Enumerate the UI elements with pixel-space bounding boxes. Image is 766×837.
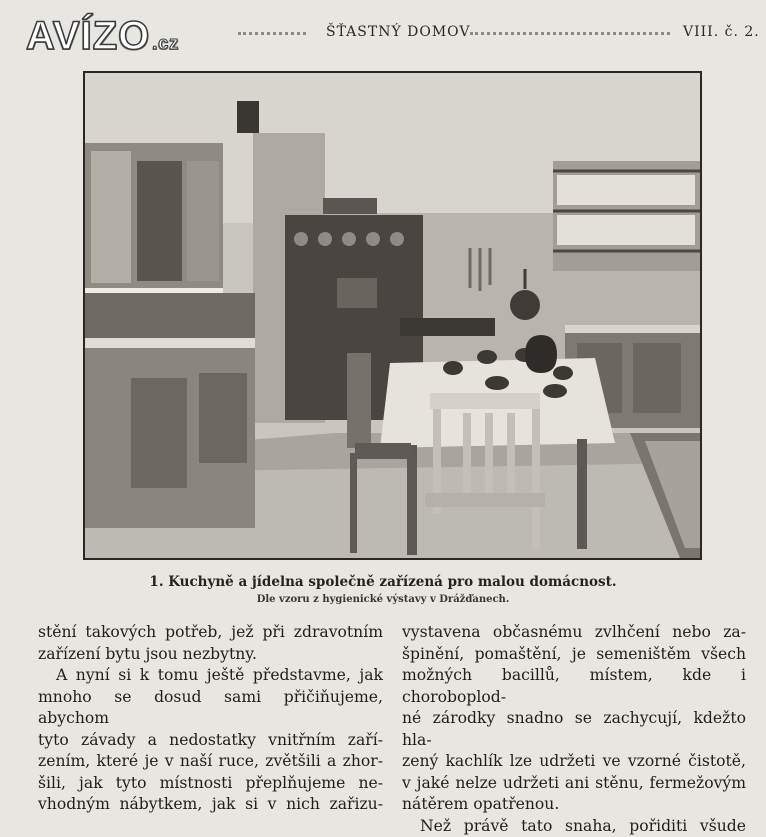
text-line: zením, které je v naší ruce, zvětšili a zhor- <box>38 751 383 773</box>
text-line: v jaké nelze udržeti ani stěnu, fermežovým <box>402 773 746 795</box>
text-line: né zárodky snadno se zachycují, kdežto hla- <box>402 708 746 751</box>
journal-title: ŠŤASTNÝ DOMOV <box>326 24 471 40</box>
text-line: zařízení bytu jsou nezbytny. <box>38 644 383 666</box>
text-column-right <box>402 622 746 837</box>
kitchen-photograph <box>83 71 702 560</box>
header-ornament-left <box>238 32 306 35</box>
text-line: vhodným nábytkem, jak si v nich zařizu- <box>38 794 383 816</box>
kitchen-photo-illustration <box>85 73 700 558</box>
issue-number: VIII. č. 2. <box>683 24 760 40</box>
header-ornament-right <box>470 32 670 35</box>
text-line: mnoho se dosud sami přičiňujeme, abychom <box>38 687 383 730</box>
watermark-suffix: .cz <box>152 33 179 53</box>
text-line: Než právě tato snaha, pořiditi všude <box>402 816 746 837</box>
figure-caption: 1. Kuchyně a jídelna společně zařízená pro malou domácnost. <box>0 574 766 590</box>
figure-subcaption: Dle vzoru z hygienické výstavy v Drážďanech. <box>0 594 766 605</box>
text-line: tyto závady a nedostatky vnitřním zaří- <box>38 730 383 752</box>
text-column-left <box>38 622 383 816</box>
text-line: stění takových potřeb, jež při zdravotním <box>38 622 383 644</box>
text-line: nátěrem opatřenou. <box>402 794 746 816</box>
text-line: šili, jak tyto místnosti přeplňujeme ne- <box>38 773 383 795</box>
text-line: možných bacillů, místem, kde i choroboplod- <box>402 665 746 708</box>
watermark-logo <box>26 16 179 63</box>
watermark-text: AVÍZO <box>26 14 150 58</box>
text-line: zený kachlík lze udržeti ve vzorné čistotě, <box>402 751 746 773</box>
text-line: A nyní si k tomu ještě představme, jak <box>38 665 383 687</box>
text-line: špinění, pomaštění, je semeništěm všech <box>402 644 746 666</box>
text-line: vystavena občasnému zvlhčení nebo za- <box>402 622 746 644</box>
